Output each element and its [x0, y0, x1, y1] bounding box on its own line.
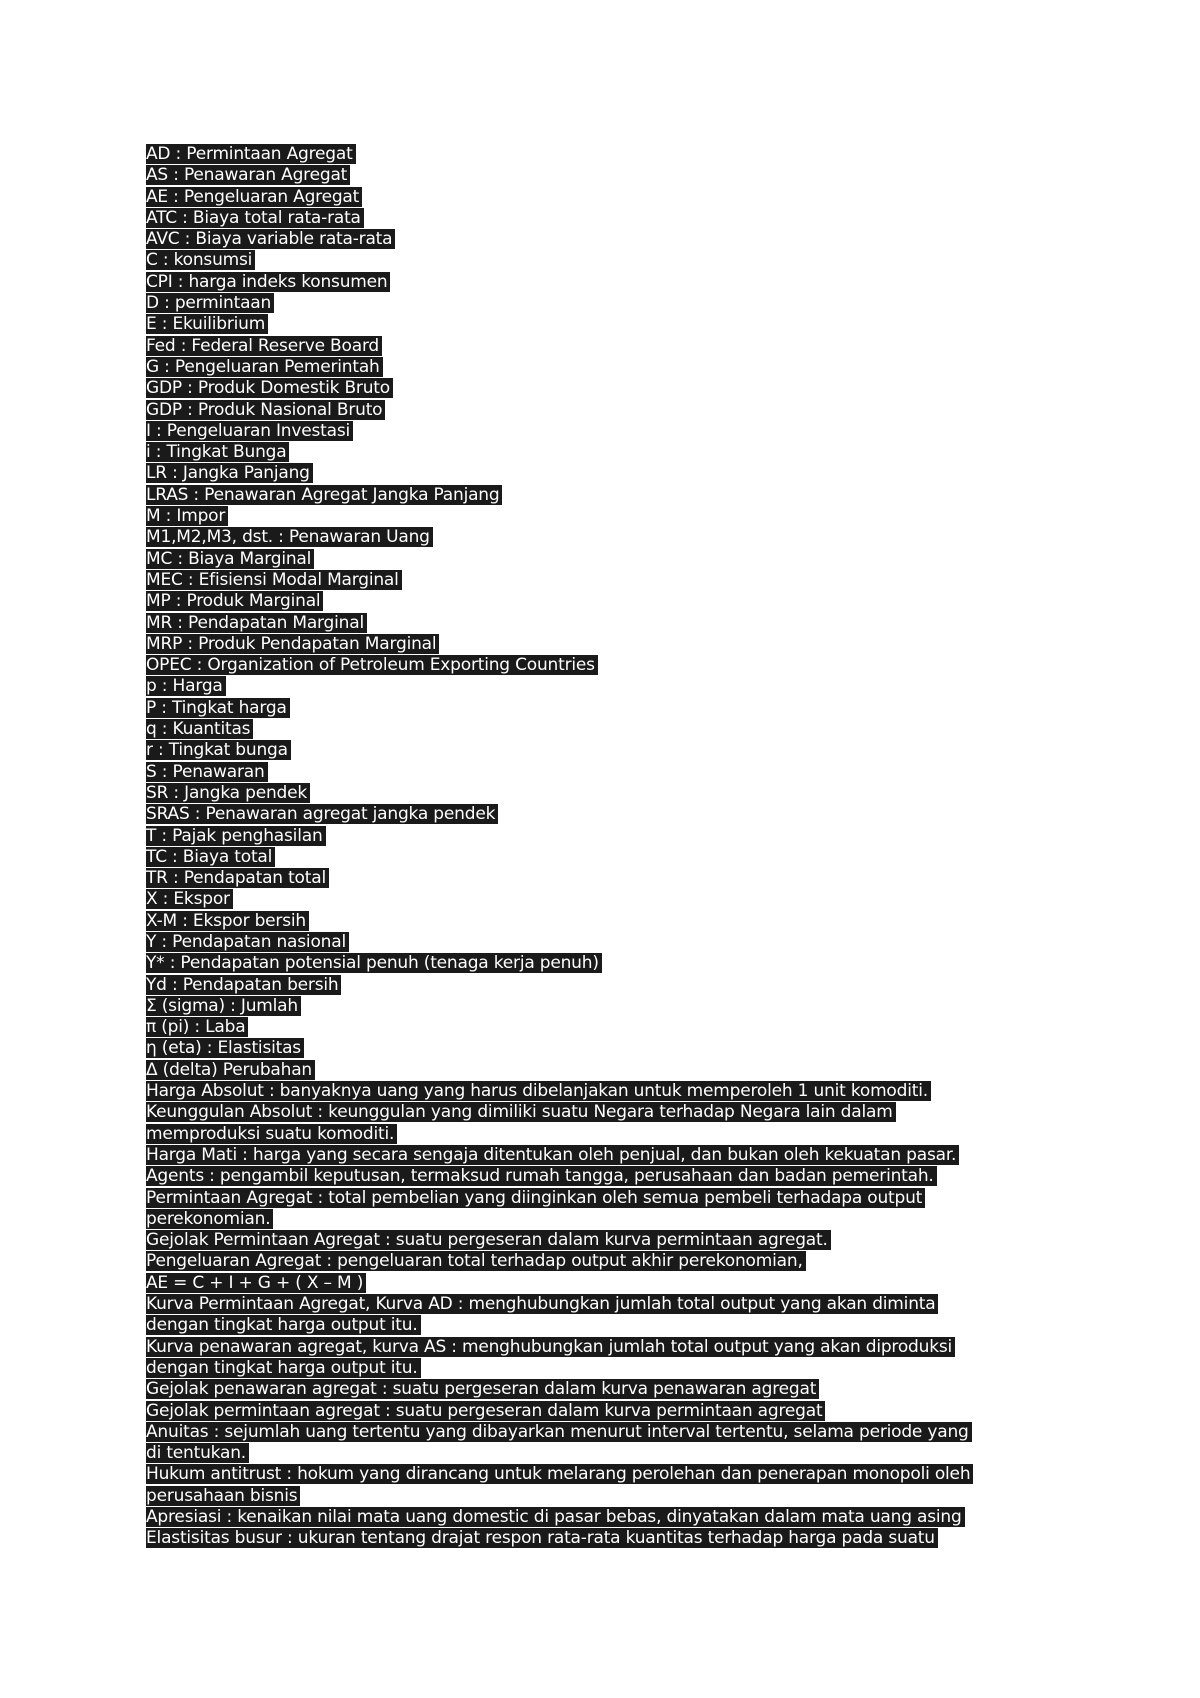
text-line: Harga Absolut : banyaknya uang yang harus dibelanjakan untuk memperoleh 1 unit komoditi.: [146, 1081, 1066, 1102]
text-line: Harga Mati : harga yang secara sengaja ditentukan oleh penjual, dan bukan oleh kekuatan pasar.: [146, 1145, 1066, 1166]
text-line: M1,M2,M3, dst. : Penawaran Uang: [146, 527, 1066, 548]
text-line: Kurva Permintaan Agregat, Kurva AD : menghubungkan jumlah total output yang akan diminta: [146, 1294, 1066, 1315]
text-line: D : permintaan: [146, 293, 1066, 314]
text-line: Keunggulan Absolut : keunggulan yang dimiliki suatu Negara terhadap Negara lain dalam: [146, 1102, 1066, 1123]
text-line: Gejolak permintaan agregat : suatu pergeseran dalam kurva permintaan agregat: [146, 1401, 1066, 1422]
text-line: dengan tingkat harga output itu.: [146, 1315, 1066, 1336]
text-line: q : Kuantitas: [146, 719, 1066, 740]
text-line: X-M : Ekspor bersih: [146, 911, 1066, 932]
text-line: Δ (delta) Perubahan: [146, 1060, 1066, 1081]
text-line: Gejolak penawaran agregat : suatu pergeseran dalam kurva penawaran agregat: [146, 1379, 1066, 1400]
text-line: η (eta) : Elastisitas: [146, 1038, 1066, 1059]
text-line: MP : Produk Marginal: [146, 591, 1066, 612]
text-line: ATC : Biaya total rata-rata: [146, 208, 1066, 229]
text-line: S : Penawaran: [146, 762, 1066, 783]
text-line: perekonomian.: [146, 1209, 1066, 1230]
text-line: Σ (sigma) : Jumlah: [146, 996, 1066, 1017]
text-line: Apresiasi : kenaikan nilai mata uang domestic di pasar bebas, dinyatakan dalam mata uang asing: [146, 1507, 1066, 1528]
text-line: Hukum antitrust : hokum yang dirancang untuk melarang perolehan dan penerapan monopoli oleh: [146, 1464, 1066, 1485]
text-line: P : Tingkat harga: [146, 698, 1066, 719]
text-line: MEC : Efisiensi Modal Marginal: [146, 570, 1066, 591]
text-line: di tentukan.: [146, 1443, 1066, 1464]
text-line: AE = C + I + G + ( X – M ): [146, 1273, 1066, 1294]
text-line: Gejolak Permintaan Agregat : suatu pergeseran dalam kurva permintaan agregat.: [146, 1230, 1066, 1251]
text-line: E : Ekuilibrium: [146, 314, 1066, 335]
text-line: AVC : Biaya variable rata-rata: [146, 229, 1066, 250]
text-line: AD : Permintaan Agregat: [146, 144, 1066, 165]
text-line: LR : Jangka Panjang: [146, 463, 1066, 484]
text-line: Kurva penawaran agregat, kurva AS : menghubungkan jumlah total output yang akan diproduksi: [146, 1337, 1066, 1358]
text-line: SRAS : Penawaran agregat jangka pendek: [146, 804, 1066, 825]
text-line: AE : Pengeluaran Agregat: [146, 187, 1066, 208]
text-line: TC : Biaya total: [146, 847, 1066, 868]
text-line: OPEC : Organization of Petroleum Exporting Countries: [146, 655, 1066, 676]
text-line: SR : Jangka pendek: [146, 783, 1066, 804]
text-line: Anuitas : sejumlah uang tertentu yang dibayarkan menurut interval tertentu, selama periode yang: [146, 1422, 1066, 1443]
text-line: Permintaan Agregat : total pembelian yang diinginkan oleh semua pembeli terhadapa output: [146, 1188, 1066, 1209]
text-line: GDP : Produk Nasional Bruto: [146, 400, 1066, 421]
text-line: MC : Biaya Marginal: [146, 549, 1066, 570]
text-line: X : Ekspor: [146, 889, 1066, 910]
text-line: Fed : Federal Reserve Board: [146, 336, 1066, 357]
text-line: MR : Pendapatan Marginal: [146, 613, 1066, 634]
text-line: Agents : pengambil keputusan, termaksud rumah tangga, perusahaan dan badan pemerintah.: [146, 1166, 1066, 1187]
text-line: Y : Pendapatan nasional: [146, 932, 1066, 953]
text-line: Pengeluaran Agregat : pengeluaran total terhadap output akhir perekonomian,: [146, 1251, 1066, 1272]
text-line: C : konsumsi: [146, 250, 1066, 271]
text-line: Y* : Pendapatan potensial penuh (tenaga kerja penuh): [146, 953, 1066, 974]
text-line: π (pi) : Laba: [146, 1017, 1066, 1038]
text-line: i : Tingkat Bunga: [146, 442, 1066, 463]
text-line: Yd : Pendapatan bersih: [146, 975, 1066, 996]
text-line: AS : Penawaran Agregat: [146, 165, 1066, 186]
text-line: G : Pengeluaran Pemerintah: [146, 357, 1066, 378]
text-line: memproduksi suatu komoditi.: [146, 1124, 1066, 1145]
text-line: r : Tingkat bunga: [146, 740, 1066, 761]
text-line: T : Pajak penghasilan: [146, 826, 1066, 847]
text-line: CPI : harga indeks konsumen: [146, 272, 1066, 293]
text-line: dengan tingkat harga output itu.: [146, 1358, 1066, 1379]
text-line: TR : Pendapatan total: [146, 868, 1066, 889]
text-line: GDP : Produk Domestik Bruto: [146, 378, 1066, 399]
text-line: I : Pengeluaran Investasi: [146, 421, 1066, 442]
text-line: Elastisitas busur : ukuran tentang drajat respon rata-rata kuantitas terhadap harga pada suatu: [146, 1528, 1066, 1549]
text-line: p : Harga: [146, 676, 1066, 697]
glossary-text: [146, 144, 1066, 1550]
text-line: perusahaan bisnis: [146, 1486, 1066, 1507]
text-line: MRP : Produk Pendapatan Marginal: [146, 634, 1066, 655]
text-line: LRAS : Penawaran Agregat Jangka Panjang: [146, 485, 1066, 506]
text-line: M : Impor: [146, 506, 1066, 527]
